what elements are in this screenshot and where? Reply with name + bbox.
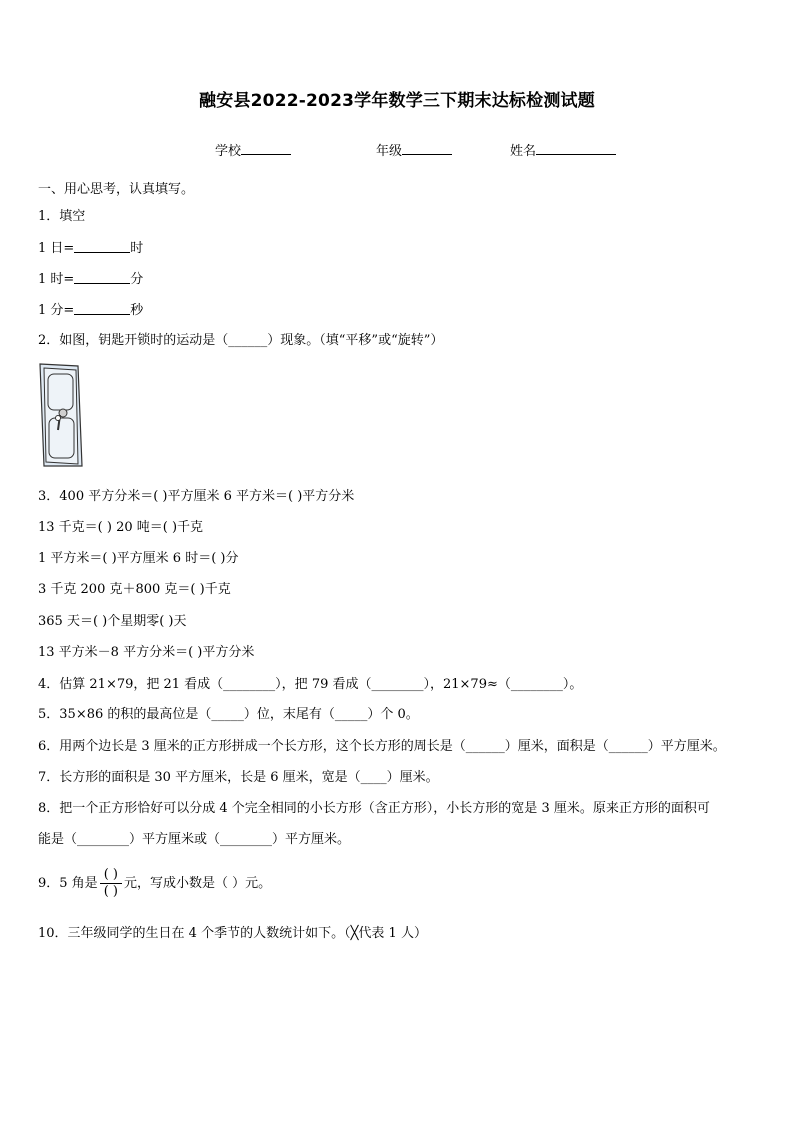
name-blank[interactable] [536,140,616,155]
q4-text: 4．估算 21×79，把 21 看成（________），把 79 看成（________），21×79≈（________）。 [38,677,583,692]
school-field [215,140,291,159]
q1-prompt: 1．填空 [38,209,86,224]
q1-line-1 [38,239,143,258]
grade-blank[interactable] [402,140,452,155]
student-info-row [0,140,794,160]
q9-line [38,866,271,902]
q6-text: 6．用两个边长是 3 厘米的正方形拼成一个长方形，这个长方形的周长是（______）厘米，面积是（______）平方厘米。 [38,739,726,754]
q7-text: 7．长方形的面积是 30 平方厘米，长是 6 厘米，宽是（____）厘米。 [38,770,439,785]
q8-line-1: 8．把一个正方形恰好可以分成 4 个完全相同的小长方形（含正方形），小长方形的宽是 3 厘米。原来正方形的面积可 [38,801,710,816]
door-with-key-icon [38,362,84,470]
q3-line-6: 13 平方米－8 平方分米＝( )平方分米 [38,645,255,660]
q1-line3-pre: 1 分= [38,303,75,318]
q3-line-2: 13 千克＝( ) 20 吨＝( )千克 [38,520,204,535]
q9-fraction[interactable] [100,867,122,900]
q10-text: 10．三年级同学的生日在 4 个季节的人数统计如下。（╳代表 1 人） [38,926,427,941]
q1-blank-2[interactable] [74,270,130,284]
page-title: 融安县2022-2023学年数学三下期末达标检测试题 [199,91,595,111]
school-blank[interactable] [241,140,291,155]
q3-line-5: 365 天＝( )个星期零( )天 [38,614,187,629]
key-head [56,416,61,421]
q2-text: 2．如图，钥匙开锁时的运动是（______）现象。（填“平移”或“旋转”） [38,333,444,348]
q1-line2-post: 分 [130,272,144,287]
q9-fraction-denominator: ( ) [103,884,118,899]
q1-blank-3[interactable] [74,301,130,315]
q9-pre: 9．5 角是 [38,876,98,891]
q1-line1-pre: 1 日= [38,241,75,256]
school-label: 学校 [215,144,242,159]
section-heading: 一、用心思考，认真填写。 [38,182,195,197]
q8-line-2: 能是（________）平方厘米或（________）平方厘米。 [38,832,351,847]
q1-line3-post: 秒 [130,303,144,318]
name-field [510,140,616,159]
q3-line-1: 3．400 平方分米＝( )平方厘米 6 平方米＝( )平方分米 [38,489,355,504]
q1-line2-pre: 1 时= [38,272,75,287]
q9-fraction-numerator: ( ) [100,867,122,884]
q5-text: 5．35×86 的积的最高位是（_____）位，末尾有（_____）个 0。 [38,707,419,722]
q1-blank-1[interactable] [74,239,130,253]
q3-line-4: 3 千克 200 克＋800 克＝( )千克 [38,582,231,597]
q3-line-3: 1 平方米＝( )平方厘米 6 时＝( )分 [38,551,239,566]
q1-line1-post: 时 [130,241,144,256]
q9-post: 元，写成小数是（ ）元。 [123,876,272,891]
q1-line-3 [38,301,143,320]
grade-label: 年级 [376,144,403,159]
name-label: 姓名 [510,144,537,159]
q1-line-2 [38,270,143,289]
grade-field [376,140,452,159]
